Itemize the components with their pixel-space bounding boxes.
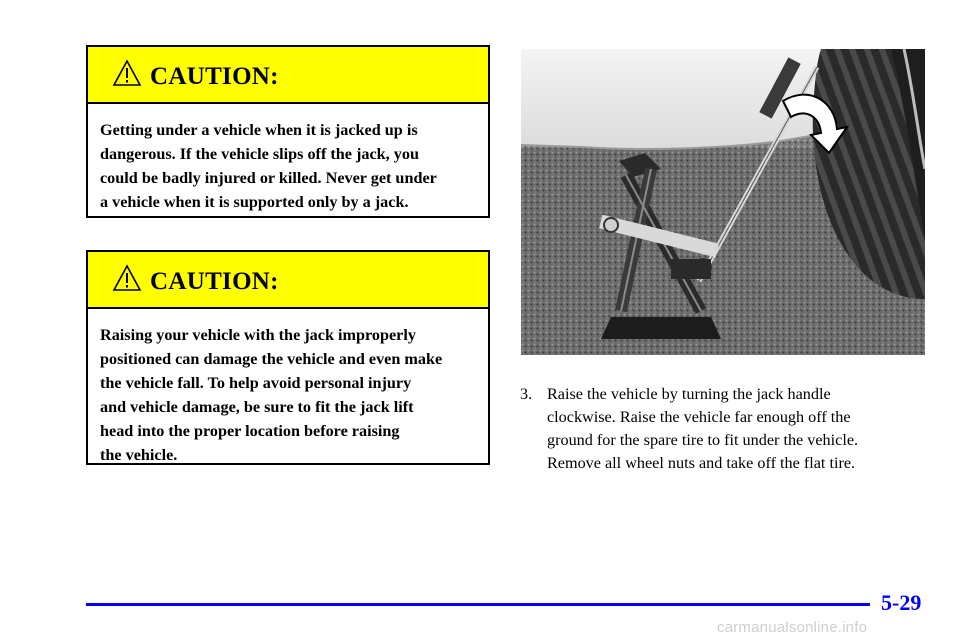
caution-line: and vehicle damage, be sure to fit the jack lift [100,398,414,416]
step-line: clockwise. Raise the vehicle far enough off the [547,408,851,426]
caution-box-1 [86,45,490,218]
jack-photo [521,49,925,355]
step-number: 3. [520,385,533,403]
caution-title: CAUTION: [150,63,279,90]
warning-triangle-icon [112,59,142,87]
jack-illustration [521,49,925,355]
caution-line: the vehicle fall. To help avoid personal injury [100,374,412,392]
warning-triangle-icon [112,264,142,292]
caution-line: Raising your vehicle with the jack improperly [100,326,416,344]
caution-text [88,104,488,214]
caution-line: a vehicle when it is supported only by a jack. [100,193,409,211]
caution-line: dangerous. If the vehicle slips off the jack, you [100,145,419,163]
watermark: carmanualsonline.info [717,619,868,636]
caution-line: head into the proper location before raising [100,422,400,440]
page-number: 5-29 [881,590,922,615]
caution-line: the vehicle. [100,446,178,464]
caution-text [88,309,488,467]
caution-line: could be badly injured or killed. Never get under [100,169,437,187]
step-line: Remove all wheel nuts and take off the flat tire. [547,454,856,472]
caution-header [88,47,488,104]
caution-title: CAUTION: [150,268,279,295]
caution-line: Getting under a vehicle when it is jacked up is [100,121,418,139]
caution-line: positioned can damage the vehicle and even make [100,350,443,368]
step-text [547,383,858,475]
step-line: Raise the vehicle by turning the jack handle [547,385,831,403]
footer-rule [86,603,870,606]
caution-box-2 [86,250,490,465]
step-line: ground for the spare tire to fit under the vehicle. [547,431,859,449]
caution-header [88,252,488,309]
